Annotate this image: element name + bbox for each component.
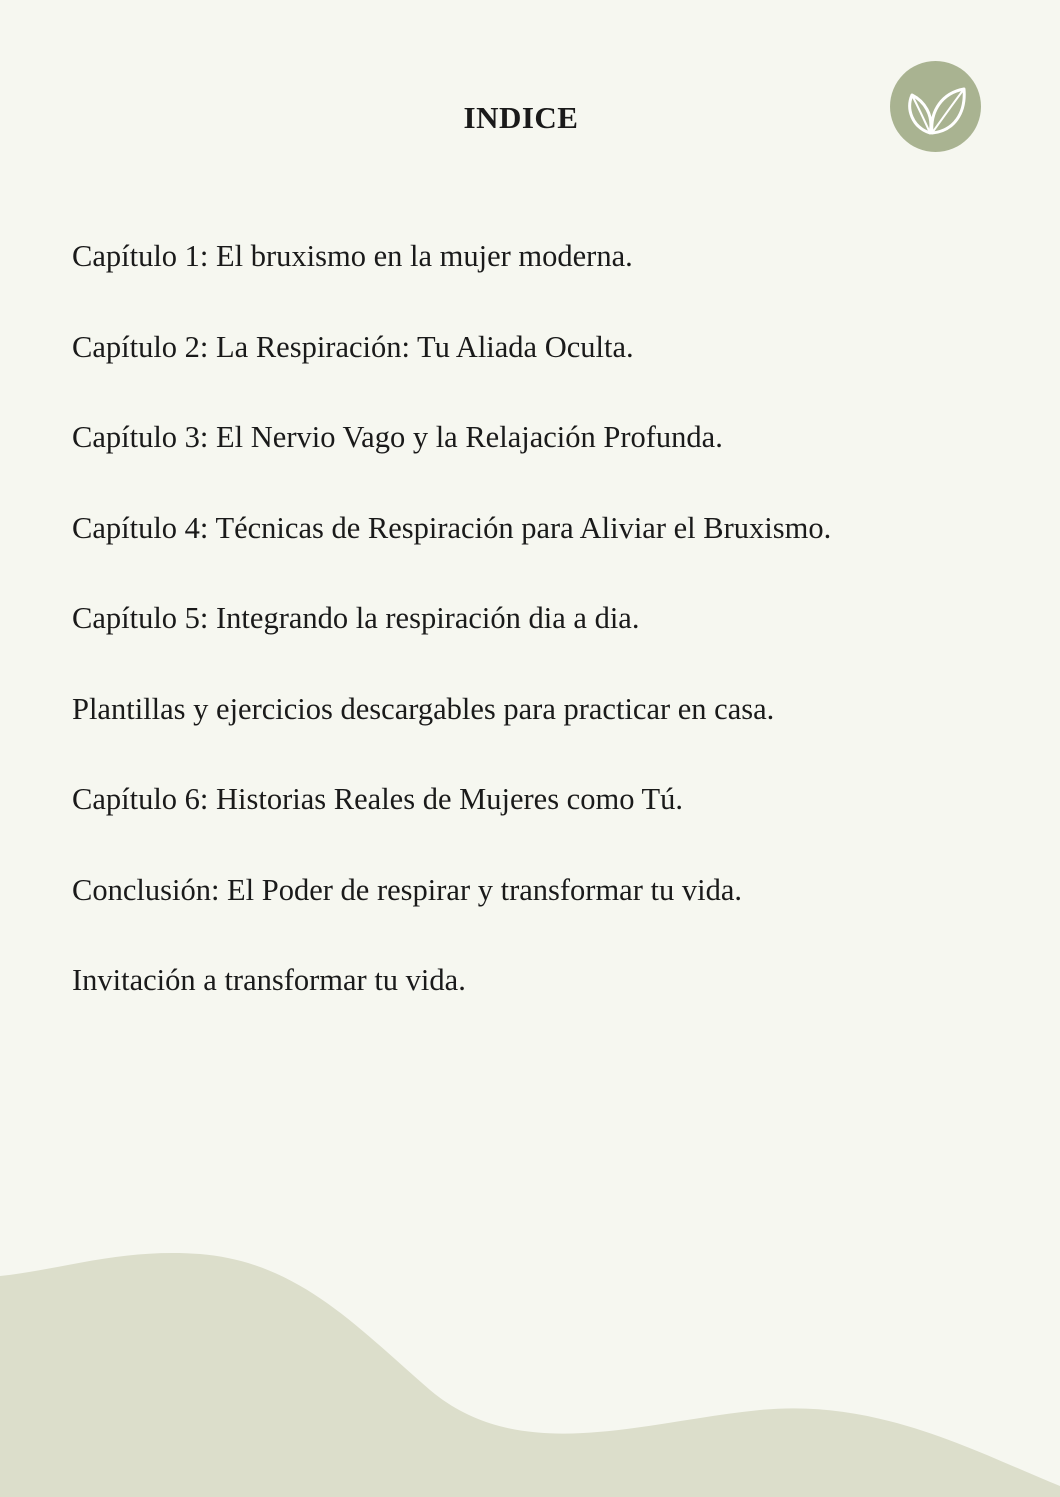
toc-item: Capítulo 2: La Respiración: Tu Aliada Oculta. (72, 329, 634, 364)
toc-item: Capítulo 4: Técnicas de Respiración para Aliviar el Bruxismo. (72, 510, 832, 545)
toc-item: Plantillas y ejercicios descargables para practicar en casa. (72, 691, 775, 726)
toc-item: Invitación a transformar tu vida. (72, 963, 466, 997)
toc-item: Capítulo 1: El bruxismo en la mujer moderna. (72, 239, 633, 273)
table-of-contents (72, 236, 1012, 1051)
decorative-wave (0, 1240, 1060, 1497)
page-title: INDICE (463, 100, 579, 135)
toc-item: Capítulo 5: Integrando la respiración dia a dia. (72, 601, 640, 635)
toc-item: Conclusión: El Poder de respirar y transformar tu vida. (72, 872, 742, 907)
toc-item: Capítulo 6: Historias Reales de Mujeres como Tú. (72, 782, 684, 816)
toc-item: Capítulo 3: El Nervio Vago y la Relajación Profunda. (72, 420, 723, 454)
